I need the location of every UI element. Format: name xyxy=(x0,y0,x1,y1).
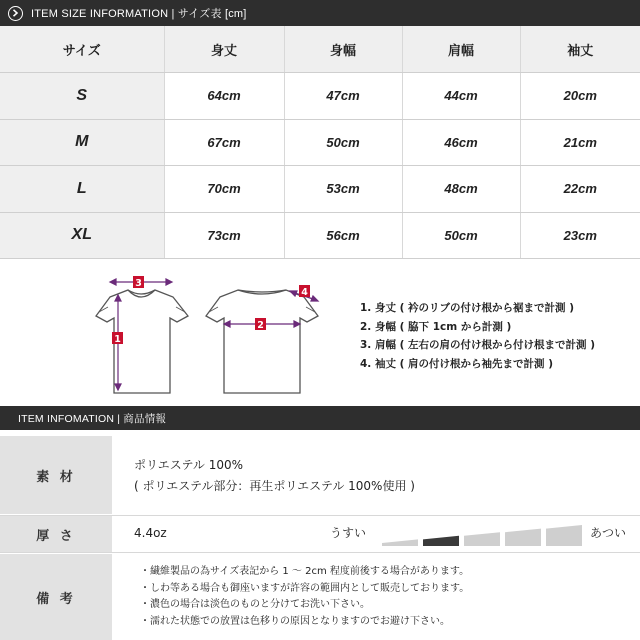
thickness-bar xyxy=(464,532,500,546)
marker-2 xyxy=(255,318,266,331)
table-cell: 67cm xyxy=(164,119,284,166)
marker-3 xyxy=(133,276,144,289)
note-item: ・濡れた状態での放置は色移りの原因となりますのでお避け下さい。 xyxy=(140,615,450,627)
table-row xyxy=(0,166,640,213)
table-cell: 22cm xyxy=(520,166,640,213)
thickness-value: 4.4oz xyxy=(134,526,167,540)
legend-item: 2. 身幅 ( 脇下 1cm から計測 ) xyxy=(360,320,512,333)
material-value xyxy=(112,436,640,514)
svg-text:1: 1 xyxy=(114,334,121,345)
table-row xyxy=(0,212,640,259)
tshirt-back-icon xyxy=(206,290,318,393)
thickness-bar xyxy=(546,525,582,546)
note-item: ・繊維製品の為サイズ表記から 1 ～ 2cm 程度前後する場合があります。 xyxy=(140,566,470,577)
table-cell: 23cm xyxy=(520,212,640,259)
notes-list xyxy=(112,554,640,640)
thickness-label: 厚 さ xyxy=(0,516,112,552)
marker-1 xyxy=(112,332,123,345)
table-cell: 70cm xyxy=(164,166,284,213)
chevron-right-icon xyxy=(8,6,23,21)
svg-text:3: 3 xyxy=(135,278,142,289)
size-label: S xyxy=(0,73,164,120)
item-info-title: ITEM INFOMATION | 商品情報 xyxy=(18,412,167,425)
thickness-scale xyxy=(382,522,586,548)
size-label: XL xyxy=(0,212,164,259)
thin-label: うすい xyxy=(330,526,367,540)
item-info-header xyxy=(0,406,640,430)
size-table-header-row xyxy=(0,26,640,73)
table-cell: 47cm xyxy=(284,73,402,120)
marker-4 xyxy=(299,285,310,298)
table-cell: 50cm xyxy=(402,212,520,259)
thickness-bar-selected xyxy=(423,536,459,546)
svg-text:4: 4 xyxy=(301,287,308,298)
table-cell: 73cm xyxy=(164,212,284,259)
note-item: ・しわ等ある場合も御座いますが許容の範囲内として販売しております。 xyxy=(140,582,470,594)
size-table xyxy=(0,26,640,259)
size-label: L xyxy=(0,166,164,213)
table-cell: 46cm xyxy=(402,119,520,166)
svg-text:2: 2 xyxy=(257,320,264,331)
notes-row xyxy=(0,554,640,640)
size-label: M xyxy=(0,119,164,166)
table-cell: 53cm xyxy=(284,166,402,213)
column-header: サイズ xyxy=(0,26,164,73)
material-line: ポリエステル 100% xyxy=(134,458,244,472)
thickness-bar xyxy=(505,529,541,546)
legend-item: 3. 肩幅 ( 左右の肩の付け根から付け根まで計測 ) xyxy=(360,339,596,351)
table-cell: 48cm xyxy=(402,166,520,213)
size-info-header xyxy=(0,0,640,26)
thickness-row xyxy=(0,515,640,553)
note-item: ・濃色の場合は淡色のものと分けてお洗い下さい。 xyxy=(140,599,370,610)
tshirt-front-icon xyxy=(96,290,188,393)
legend-item: 4. 袖丈 ( 肩の付け根から袖先まで計測 ) xyxy=(360,357,554,370)
column-header: 袖丈 xyxy=(520,26,640,73)
thickness-bar xyxy=(382,539,418,546)
material-row xyxy=(0,436,640,514)
table-row xyxy=(0,73,640,120)
thickness-value-area xyxy=(112,516,640,552)
measurement-legend xyxy=(360,300,595,374)
table-cell: 64cm xyxy=(164,73,284,120)
column-header: 身幅 xyxy=(284,26,402,73)
table-row xyxy=(0,119,640,166)
material-line: ( ポリエステル部分：再生ポリエステル 100%使用 ) xyxy=(134,479,415,493)
table-cell: 50cm xyxy=(284,119,402,166)
legend-item: 1. 身丈 ( 衿のリブの付け根から裾まで計測 ) xyxy=(360,302,575,314)
column-header: 肩幅 xyxy=(402,26,520,73)
table-cell: 56cm xyxy=(284,212,402,259)
notes-label: 備 考 xyxy=(0,554,112,640)
material-label: 素 材 xyxy=(0,436,112,514)
table-cell: 21cm xyxy=(520,119,640,166)
thick-label: あつい xyxy=(590,526,627,540)
size-info-title: ITEM SIZE INFORMATION | サイズ表 [cm] xyxy=(31,8,247,20)
table-cell: 44cm xyxy=(402,73,520,120)
table-cell: 20cm xyxy=(520,73,640,120)
column-header: 身丈 xyxy=(164,26,284,73)
